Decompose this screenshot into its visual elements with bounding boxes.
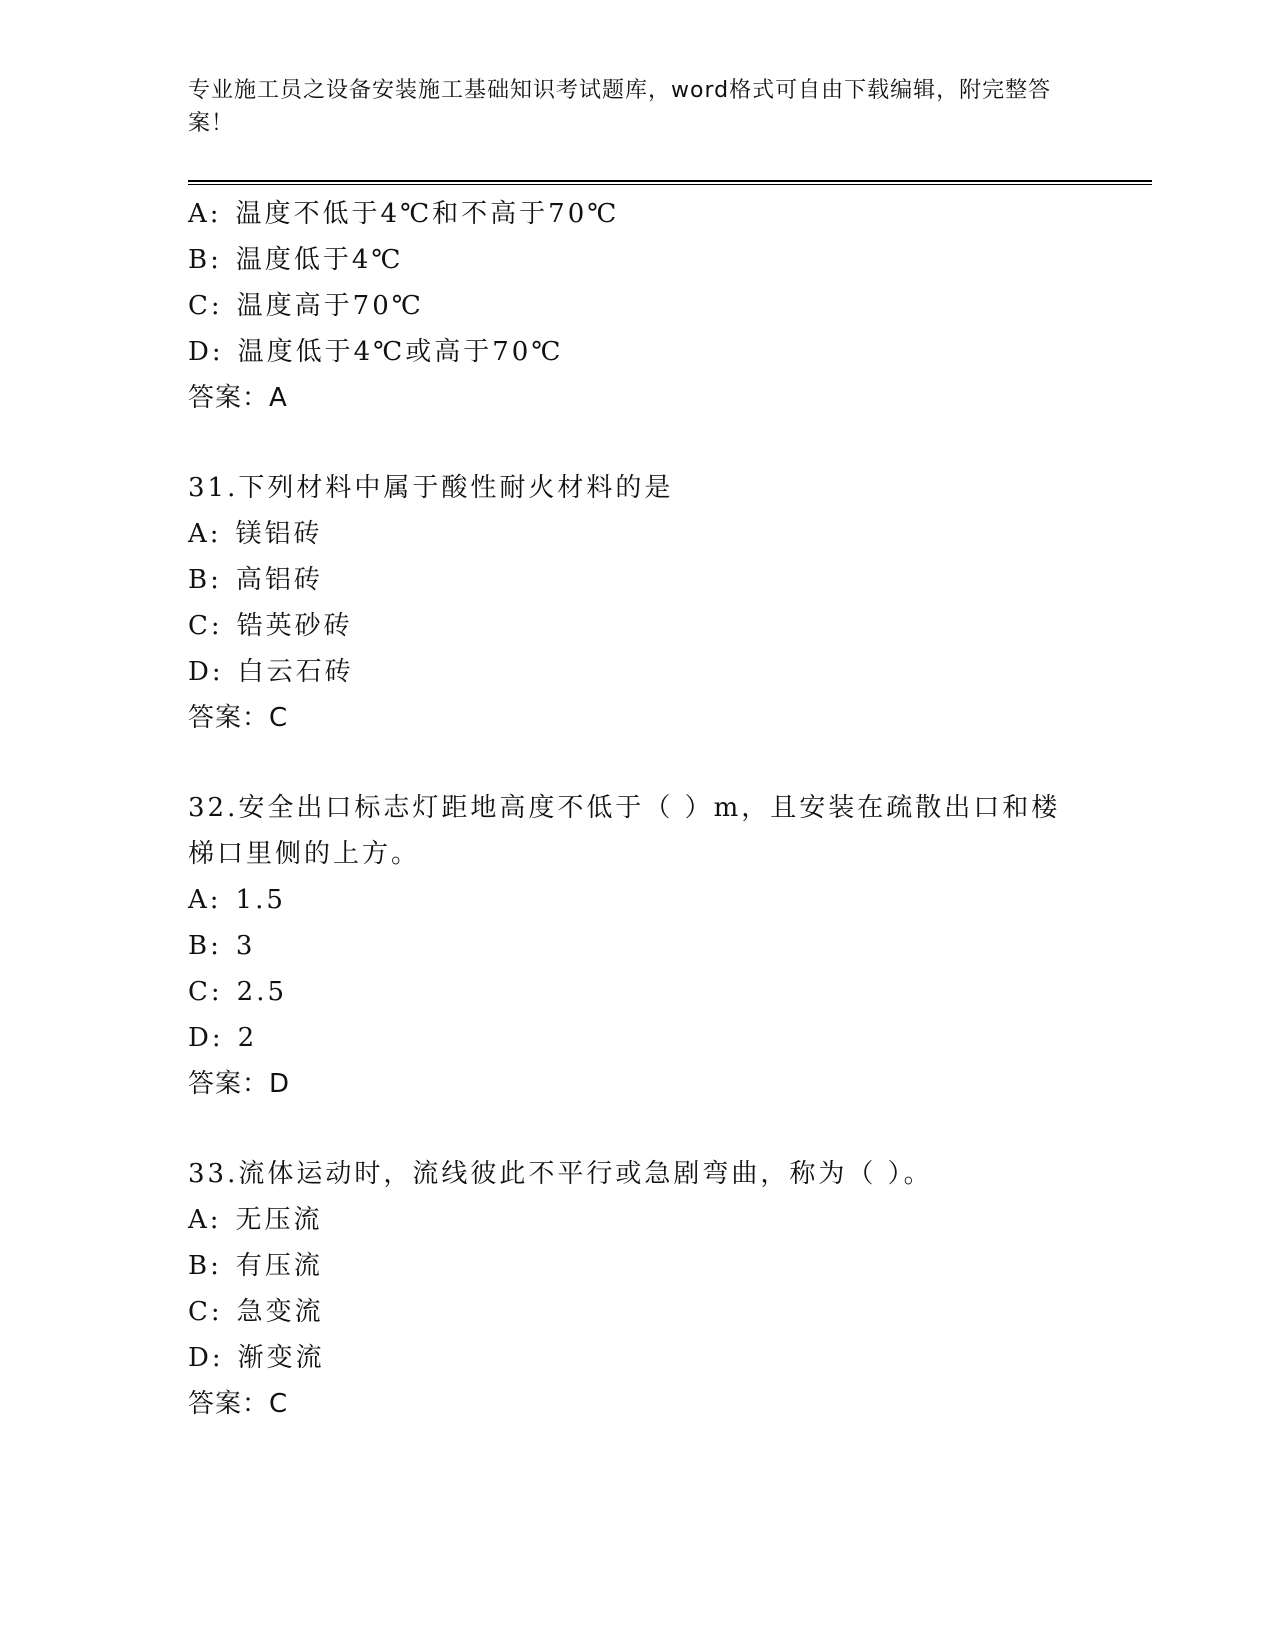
question-stem: 31.下列材料中属于酸性耐火材料的是: [188, 473, 674, 503]
question-block-prev: [188, 191, 1088, 421]
option-letter: D:: [188, 1023, 224, 1053]
answer-line: 答案：C: [188, 1389, 289, 1419]
option-text: 白云石砖: [237, 657, 354, 687]
option-text: 无压流: [235, 1205, 323, 1235]
option-letter: C:: [188, 1297, 223, 1327]
option-a: [188, 1197, 1088, 1243]
header-divider-thin: [188, 184, 1152, 185]
option-letter: B:: [188, 565, 222, 595]
option-text: 急变流: [236, 1297, 324, 1327]
question-block-33: [188, 1151, 1088, 1427]
option-d: [188, 1015, 1088, 1061]
question-block-31: [188, 465, 1088, 741]
header-divider-thick: [188, 180, 1152, 182]
option-text: 温度低于4℃或高于70℃: [237, 337, 564, 367]
question-block-32: [188, 785, 1088, 1107]
option-letter: D:: [188, 337, 224, 367]
answer-line: 答案：A: [188, 383, 288, 413]
option-letter: A:: [188, 519, 222, 549]
option-c: [188, 283, 1088, 329]
option-a: [188, 877, 1088, 923]
question-list: [188, 191, 1088, 1427]
option-text: 有压流: [235, 1251, 323, 1281]
option-text: 渐变流: [237, 1343, 325, 1373]
document-header: 专业施工员之设备安装施工基础知识考试题库，word格式可自由下载编辑，附完整答案！: [188, 78, 1052, 136]
option-c: [188, 603, 1088, 649]
option-letter: B:: [188, 1251, 222, 1281]
option-d: [188, 649, 1088, 695]
option-letter: A:: [188, 199, 222, 229]
option-letter: C:: [188, 977, 223, 1007]
option-text: 镁铝砖: [235, 519, 323, 549]
option-text: 1.5: [235, 885, 286, 915]
question-stem: 32.安全出口标志灯距地高度不低于（ ）m，且安装在疏散出口和楼梯口里侧的上方。: [188, 793, 1061, 869]
answer-line: 答案：D: [188, 1069, 291, 1099]
question-stem: 33.流体运动时，流线彼此不平行或急剧弯曲，称为（ ）。: [188, 1159, 933, 1189]
option-letter: B:: [188, 245, 222, 275]
option-text: 温度低于4℃: [235, 245, 404, 275]
answer-line: 答案：C: [188, 703, 289, 733]
option-text: 高铝砖: [235, 565, 323, 595]
option-b: [188, 557, 1088, 603]
option-b: [188, 237, 1088, 283]
option-text: 2: [237, 1023, 258, 1053]
option-d: [188, 329, 1088, 375]
option-a: [188, 511, 1088, 557]
option-letter: D:: [188, 1343, 224, 1373]
option-d: [188, 1335, 1088, 1381]
option-text: 温度不低于4℃和不高于70℃: [235, 199, 620, 229]
option-letter: B:: [188, 931, 222, 961]
option-letter: A:: [188, 1205, 222, 1235]
option-text: 3: [235, 931, 256, 961]
option-c: [188, 969, 1088, 1015]
option-b: [188, 923, 1088, 969]
option-letter: A:: [188, 885, 222, 915]
option-text: 2.5: [236, 977, 288, 1007]
option-c: [188, 1289, 1088, 1335]
option-letter: C:: [188, 291, 223, 321]
option-a: [188, 191, 1088, 237]
option-text: 温度高于70℃: [236, 291, 424, 321]
option-b: [188, 1243, 1088, 1289]
option-letter: D:: [188, 657, 224, 687]
option-text: 锆英砂砖: [236, 611, 353, 641]
option-letter: C:: [188, 611, 223, 641]
